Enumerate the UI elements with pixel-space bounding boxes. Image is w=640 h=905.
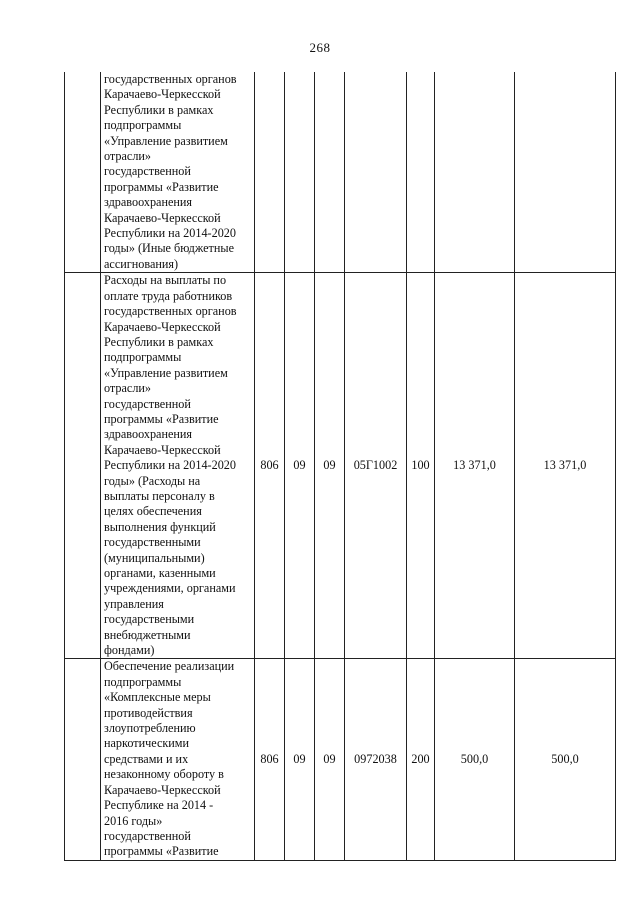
page-number: 268 xyxy=(309,40,331,55)
amount-cell xyxy=(515,72,616,273)
description-line: «Управление развитием xyxy=(104,365,228,380)
subsection-code-cell: 09 xyxy=(315,273,345,659)
description-line: подпрограммы xyxy=(104,674,182,689)
table-row xyxy=(65,273,616,659)
description-line: органами, казенными xyxy=(104,566,216,580)
expense-type-cell xyxy=(407,72,435,273)
description-line: Карачаево-Черкесской xyxy=(104,210,221,225)
description-line: целях обеспечения xyxy=(104,504,202,519)
description-line: годы» (Расходы на xyxy=(104,473,201,488)
description-line: 2016 годы» xyxy=(104,813,163,828)
description-line: Карачаево-Черкесской xyxy=(104,782,221,797)
description-line: учреждениями, органами xyxy=(104,581,236,596)
description-line: внебюджетными xyxy=(104,627,191,642)
description-line: здравоохранения xyxy=(104,195,193,210)
description-line: оплате труда работников xyxy=(104,288,233,303)
amount-cell: 13 371,0 xyxy=(435,273,515,659)
ministry-code-cell xyxy=(255,72,285,273)
description-cell xyxy=(101,273,255,659)
description-line: отрасли» xyxy=(104,381,152,396)
description-line: Республике на 2014 - xyxy=(104,798,214,813)
description-line: отрасли» xyxy=(104,149,152,164)
ministry-code-cell: 806 xyxy=(255,273,285,659)
description-line: Республики в рамках xyxy=(104,334,214,349)
table-row xyxy=(65,659,616,860)
description-line: Республики на 2014-2020 xyxy=(104,226,236,241)
target-article-cell: 0972038 xyxy=(345,659,407,860)
ministry-code-cell: 806 xyxy=(255,659,285,860)
description-line: Республики на 2014-2020 xyxy=(104,458,236,473)
description-line: государственных органов xyxy=(104,304,237,319)
description-cell xyxy=(101,659,255,860)
description-line: государственными xyxy=(104,535,201,550)
description-line: Карачаево-Черкесской xyxy=(104,319,221,334)
expense-type-cell: 100 xyxy=(407,273,435,659)
expense-type-cell: 200 xyxy=(407,659,435,860)
description-line: фондами) xyxy=(104,643,155,658)
amount-cell: 500,0 xyxy=(435,659,515,860)
description-line: выплаты персоналу в xyxy=(104,488,215,503)
number-cell xyxy=(65,273,101,659)
description-line: «Управление развитием xyxy=(104,133,228,148)
subsection-code-cell: 09 xyxy=(315,659,345,860)
description-line: средствами и их xyxy=(104,751,189,766)
description-line: противодействия xyxy=(104,705,193,720)
description-line: Карачаево-Черкесской xyxy=(104,87,221,102)
description-line: подпрограммы xyxy=(104,118,182,133)
description-line: злоупотреблению xyxy=(104,721,196,736)
section-code-cell: 09 xyxy=(285,659,315,860)
budget-table xyxy=(64,72,616,861)
target-article-cell xyxy=(345,72,407,273)
description-line: программы «Развитие xyxy=(104,411,219,426)
description-line: Расходы на выплаты по xyxy=(104,273,227,288)
description-line: выполнения функций xyxy=(104,519,216,534)
description-line: Обеспечение реализации xyxy=(104,659,235,674)
description-line: Республики в рамках xyxy=(104,102,214,117)
description-line: годы» (Иные бюджетные xyxy=(104,241,234,256)
description-line: «Комплексные меры xyxy=(104,690,211,705)
description-line: программы «Развитие xyxy=(104,179,219,194)
description-line: государствеными xyxy=(104,612,195,627)
description-line: государственной xyxy=(104,828,191,843)
description-line: государственных органов xyxy=(104,72,237,86)
table-row xyxy=(65,72,616,273)
amount-cell: 500,0 xyxy=(515,659,616,860)
number-cell xyxy=(65,72,101,273)
description-line: государственной xyxy=(104,164,191,179)
amount-cell xyxy=(435,72,515,273)
section-code-cell: 09 xyxy=(285,273,315,659)
amount-cell: 13 371,0 xyxy=(515,273,616,659)
description-line: Карачаево-Черкесской xyxy=(104,442,221,457)
description-cell xyxy=(101,72,255,273)
target-article-cell: 05Г1002 xyxy=(345,273,407,659)
description-line: наркотическими xyxy=(104,736,190,751)
subsection-code-cell xyxy=(315,72,345,273)
description-line: государственной xyxy=(104,396,191,411)
description-line: здравоохранения xyxy=(104,427,193,442)
description-line: незаконному обороту в xyxy=(104,767,224,782)
description-line: подпрограммы xyxy=(104,350,182,365)
section-code-cell xyxy=(285,72,315,273)
description-line: управления xyxy=(104,596,164,611)
number-cell xyxy=(65,659,101,860)
description-line: программы «Развитие xyxy=(104,844,219,859)
description-line: ассигнования) xyxy=(104,256,179,271)
description-line: (муниципальными) xyxy=(104,550,205,565)
